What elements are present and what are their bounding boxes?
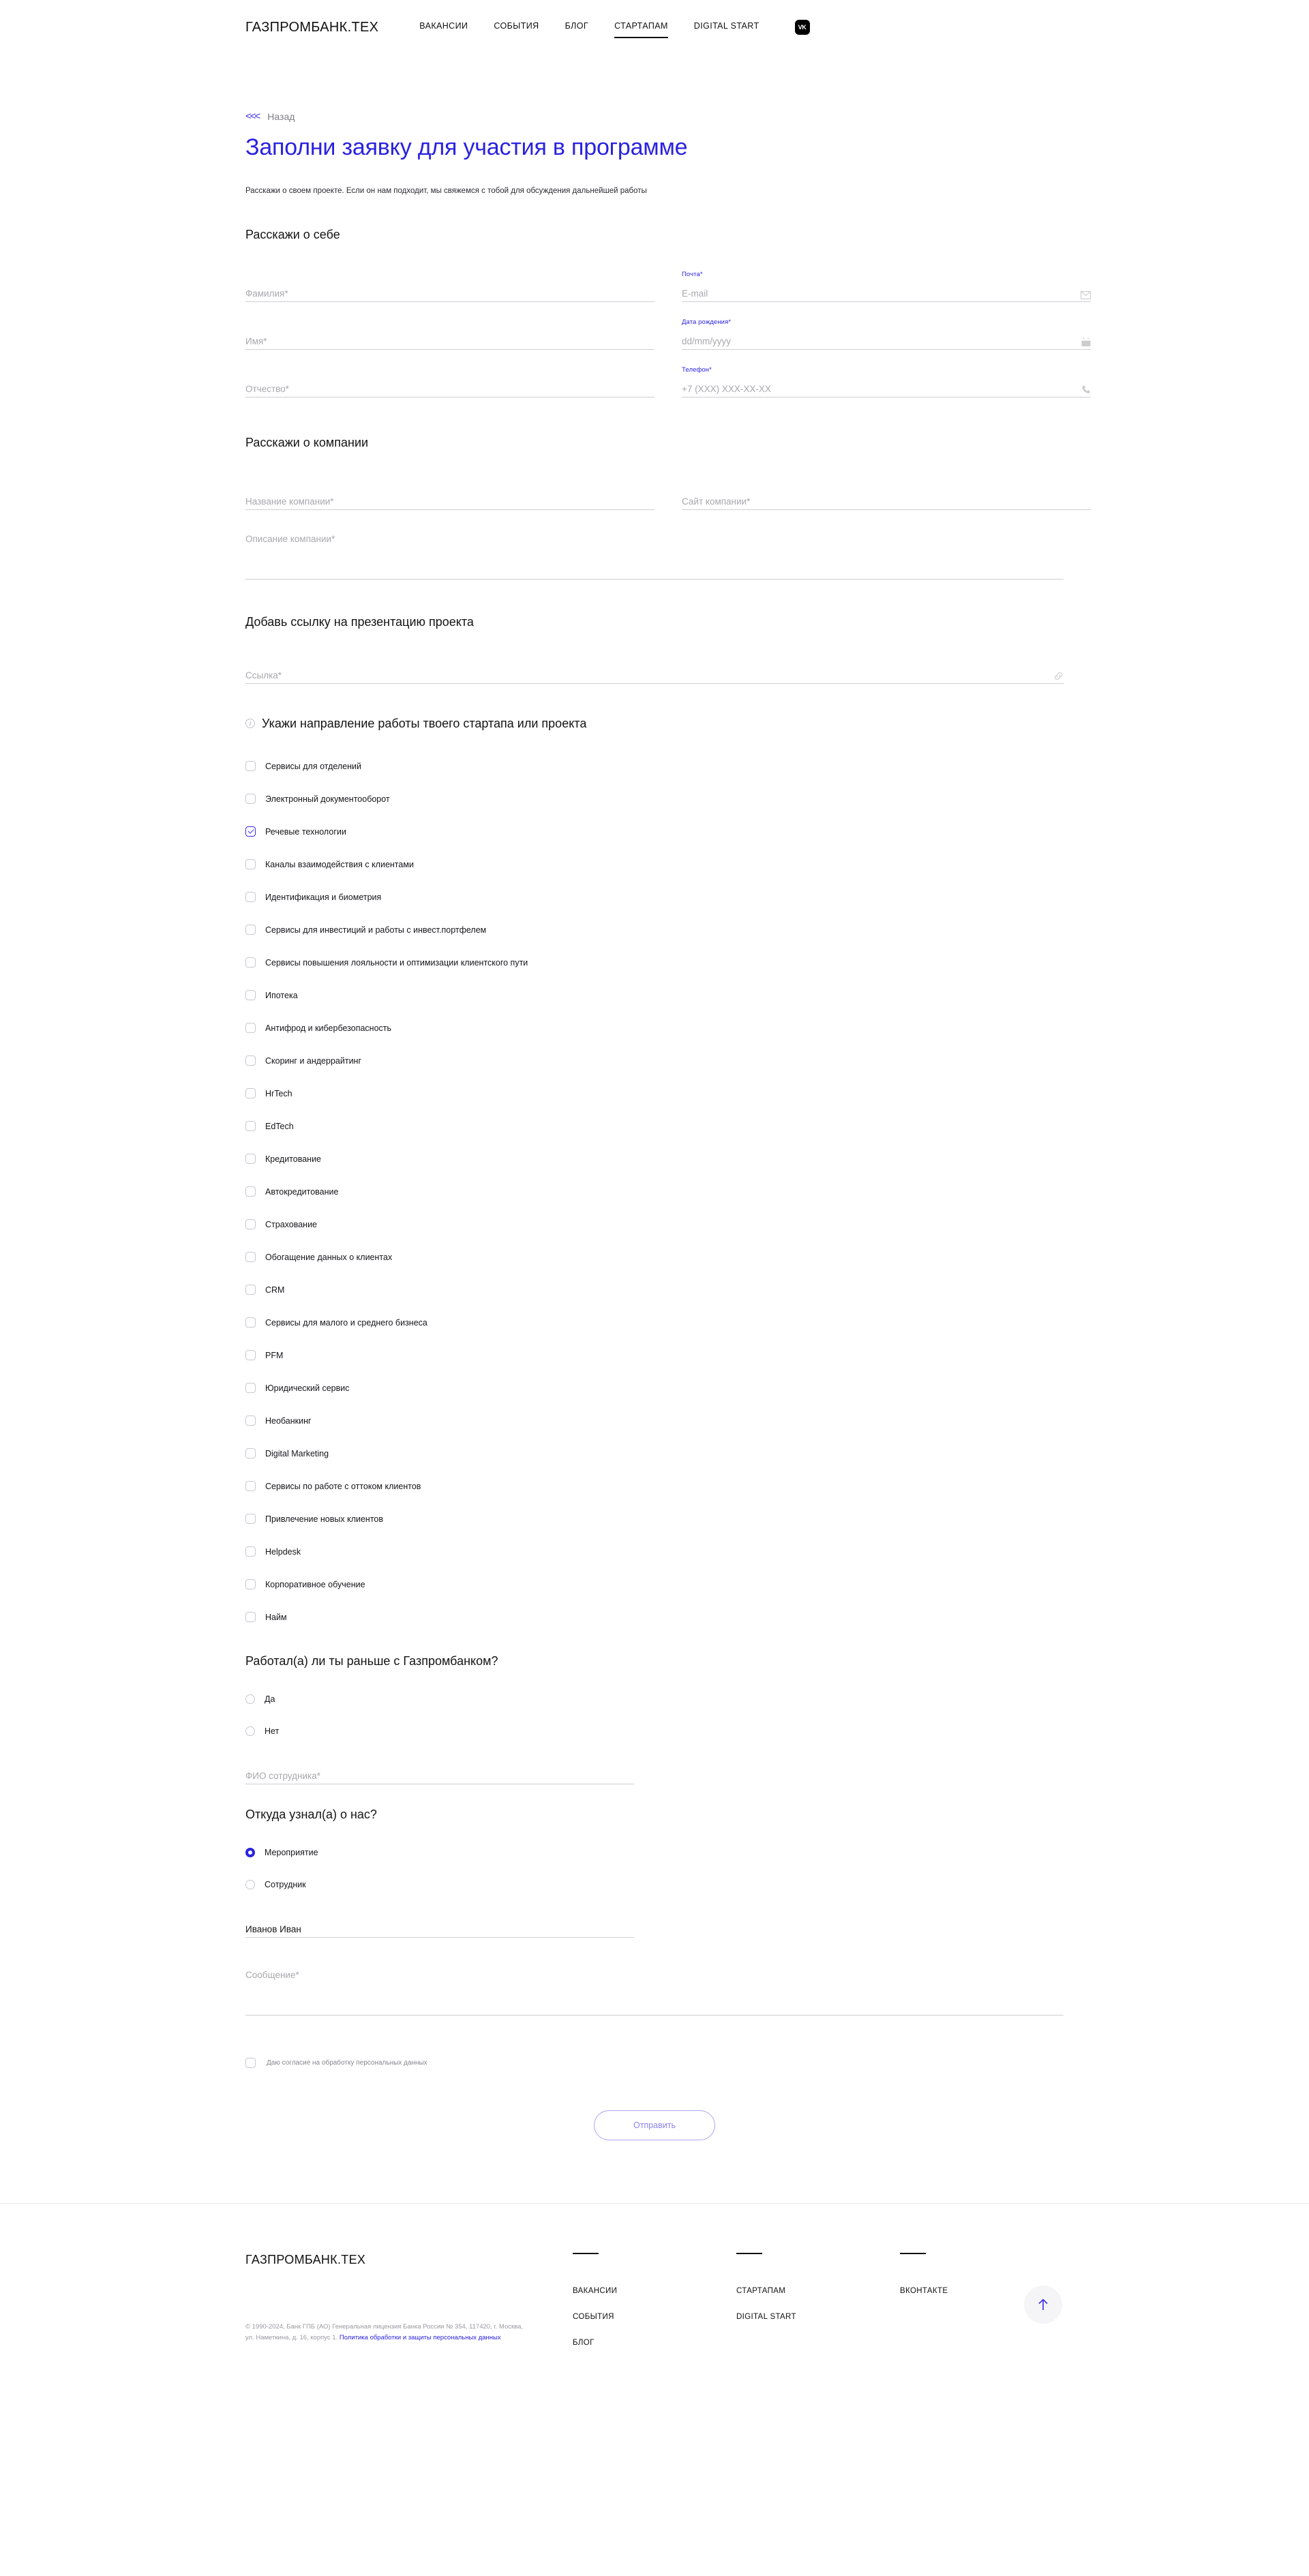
privacy-policy-link[interactable]: Политика обработки и защиты персональных данных <box>339 2334 501 2342</box>
direction-checkbox-24[interactable] <box>245 1546 256 1557</box>
consent-label: Даю согласие на обработку персональных данных <box>267 2058 427 2067</box>
nav-item-3[interactable]: СТАРТАПАМ <box>614 21 668 34</box>
direction-option-row[interactable] <box>245 815 1064 848</box>
company-site-field[interactable] <box>682 475 1091 510</box>
source-name-value: Иванов Иван <box>245 1924 301 1935</box>
direction-checkbox-17[interactable] <box>245 1317 256 1328</box>
direction-checkbox-9[interactable] <box>245 1055 256 1066</box>
direction-option-label: Автокредитование <box>265 1186 339 1197</box>
direction-option-row[interactable] <box>245 1045 1064 1077</box>
email-placeholder: E-mail <box>682 288 708 299</box>
message-placeholder: Сообщение* <box>245 1969 299 1980</box>
consent-row[interactable] <box>245 2058 1064 2068</box>
direction-option-row[interactable] <box>245 1012 1064 1045</box>
direction-checkbox-26[interactable] <box>245 1612 256 1622</box>
direction-option-label: Helpdesk <box>265 1546 301 1557</box>
footer-link[interactable]: ВАКАНСИИ <box>573 2286 618 2295</box>
direction-option-label: Сервисы для малого и среднего бизнеса <box>265 1317 427 1328</box>
worked-radio-1[interactable] <box>245 1726 255 1736</box>
direction-option-row[interactable] <box>245 1405 1064 1437</box>
footer-link[interactable]: БЛОГ <box>573 2338 595 2347</box>
source-name-field[interactable] <box>245 1902 634 1938</box>
direction-option-row[interactable] <box>245 1568 1064 1601</box>
company-description-placeholder: Описание компании* <box>245 533 335 544</box>
direction-option-row[interactable] <box>245 1241 1064 1274</box>
nav-item-1[interactable]: СОБЫТИЯ <box>494 20 539 31</box>
direction-checkbox-0[interactable] <box>245 761 256 771</box>
direction-checkbox-3[interactable] <box>245 859 256 869</box>
message-field[interactable] <box>245 1969 1064 2016</box>
firstname-placeholder: Имя* <box>245 336 267 347</box>
direction-checkbox-list <box>245 750 1064 1634</box>
middlename-field[interactable] <box>245 362 654 398</box>
direction-checkbox-14[interactable] <box>245 1219 256 1229</box>
source-row[interactable] <box>245 1869 1064 1901</box>
direction-option-row[interactable] <box>245 1208 1064 1241</box>
direction-checkbox-1[interactable] <box>245 794 256 804</box>
company-description-field[interactable] <box>245 533 1064 580</box>
phone-label: Телефон* <box>682 365 712 374</box>
direction-option-row[interactable] <box>245 750 1064 783</box>
direction-option-label: Необанкинг <box>265 1416 312 1426</box>
direction-checkbox-23[interactable] <box>245 1514 256 1524</box>
lastname-field[interactable] <box>245 267 654 302</box>
main-nav <box>419 20 809 35</box>
back-chevron-icon: <<< <box>245 110 260 122</box>
source-radio-1[interactable] <box>245 1880 255 1889</box>
direction-option-label: Юридический сервис <box>265 1383 350 1393</box>
direction-option-row[interactable] <box>245 881 1064 914</box>
direction-checkbox-18[interactable] <box>245 1350 256 1360</box>
footer-column-rule <box>736 2253 762 2254</box>
email-field[interactable] <box>682 267 1091 302</box>
section-title-worked-before: Работал(а) ли ты раньше с Газпромбанком? <box>245 1653 498 1668</box>
source-radio-group <box>245 1837 1064 1901</box>
direction-option-label: PFM <box>265 1350 284 1360</box>
section-title-about-you: Расскажи о себе <box>245 227 340 241</box>
main-content <box>0 110 1309 2140</box>
direction-option-row[interactable] <box>245 1601 1064 1634</box>
source-label: Сотрудник <box>265 1880 306 1890</box>
direction-checkbox-20[interactable] <box>245 1416 256 1426</box>
direction-option-row[interactable] <box>245 979 1064 1012</box>
back-label: Назад <box>267 110 295 122</box>
direction-checkbox-12[interactable] <box>245 1154 256 1164</box>
footer-brand: ГАЗПРОМБАНК.ТЕХ <box>245 2252 366 2266</box>
lastname-placeholder: Фамилия* <box>245 288 288 299</box>
direction-option-row[interactable] <box>245 1274 1064 1306</box>
direction-option-label: HrTech <box>265 1088 292 1098</box>
presentation-link-placeholder: Ссылка* <box>245 670 282 681</box>
presentation-link-field[interactable] <box>245 646 1064 684</box>
site-footer <box>0 2203 1309 2392</box>
direction-option-label: Идентификация и биометрия <box>265 892 382 902</box>
direction-option-row[interactable] <box>245 1372 1064 1405</box>
footer-link[interactable]: СТАРТАПАМ <box>736 2286 786 2295</box>
direction-heading-row <box>245 717 1064 731</box>
direction-checkbox-16[interactable] <box>245 1285 256 1295</box>
nav-item-4[interactable]: DIGITAL START <box>693 20 759 31</box>
brand-logo[interactable]: ГАЗПРОМБАНК.ТЕХ <box>245 19 379 35</box>
direction-option-label: Обогащение данных о клиентах <box>265 1252 393 1262</box>
worked-label: Нет <box>265 1726 280 1737</box>
direction-option-label: Речевые технологии <box>265 826 346 837</box>
phone-icon <box>1081 385 1091 397</box>
footer-column-0 <box>573 2253 736 2365</box>
footer-link[interactable]: ВКОНТАКТЕ <box>900 2286 948 2295</box>
direction-option-label: Антифрод и кибербезопасность <box>265 1023 392 1033</box>
direction-option-row[interactable] <box>245 1536 1064 1568</box>
birthdate-field[interactable] <box>682 314 1091 350</box>
site-header <box>0 0 1309 55</box>
direction-option-row[interactable] <box>245 1339 1064 1372</box>
direction-option-label: CRM <box>265 1285 285 1295</box>
direction-option-row[interactable] <box>245 1503 1064 1536</box>
direction-checkbox-8[interactable] <box>245 1023 256 1033</box>
section-title-source: Откуда узнал(а) о нас? <box>245 1807 377 1821</box>
section-title-direction: Укажи направление работы твоего стартапа или проекта <box>262 716 587 730</box>
company-fields-grid <box>245 462 1064 510</box>
direction-option-row[interactable] <box>245 848 1064 881</box>
direction-option-row[interactable] <box>245 1143 1064 1175</box>
direction-option-label: Сервисы по работе с оттоком клиентов <box>265 1481 421 1491</box>
direction-option-label: Кредитование <box>265 1154 322 1164</box>
direction-option-label: Сервисы для инвестиций и работы с инвест.портфелем <box>265 925 487 935</box>
employee-name-field[interactable] <box>245 1749 634 1784</box>
worked-row[interactable] <box>245 1683 1064 1716</box>
direction-option-label: Сервисы повышения лояльности и оптимизации клиентского пути <box>265 957 528 968</box>
direction-option-label: Электронный документооборот <box>265 794 390 804</box>
worked-radio-0[interactable] <box>245 1694 255 1704</box>
direction-option-row[interactable] <box>245 1437 1064 1470</box>
direction-option-label: Найм <box>265 1612 287 1622</box>
direction-option-label: Ипотека <box>265 990 298 1000</box>
source-label: Мероприятие <box>265 1848 318 1858</box>
nav-item-2[interactable]: БЛОГ <box>565 20 589 31</box>
footer-column-rule <box>900 2253 926 2254</box>
direction-option-row[interactable] <box>245 1306 1064 1339</box>
employee-name-placeholder: ФИО сотрудника* <box>245 1771 321 1782</box>
direction-option-row[interactable] <box>245 1175 1064 1208</box>
direction-checkbox-5[interactable] <box>245 925 256 935</box>
direction-option-label: Привлечение новых клиентов <box>265 1514 383 1524</box>
info-icon[interactable]: i <box>245 719 255 728</box>
scroll-to-top-button[interactable] <box>1024 2286 1062 2324</box>
arrow-up-icon <box>1037 2298 1049 2311</box>
direction-checkbox-6[interactable] <box>245 957 256 968</box>
birthdate-label: Дата рождения* <box>682 318 732 326</box>
page-subtitle: Расскажи о своем проекте. Если он нам подходит, мы свяжемся с тобой для обсуждения дальнейшей работы <box>245 187 647 196</box>
direction-checkbox-25[interactable] <box>245 1579 256 1589</box>
company-name-placeholder: Название компании* <box>245 496 334 507</box>
vk-icon[interactable]: VK <box>795 20 810 35</box>
direction-option-row[interactable] <box>245 1110 1064 1143</box>
consent-checkbox[interactable] <box>245 2058 256 2068</box>
footer-legal-text: © 1990-2024, Банк ГПБ (АО) Генеральная лицензия Банка России № 354, 117420, г. Москва, ул. Наметкина, д. 16, корпус 1. <box>245 2322 523 2342</box>
direction-option-row[interactable] <box>245 914 1064 946</box>
email-label: Почта* <box>682 270 703 278</box>
middlename-placeholder: Отчество* <box>245 384 289 395</box>
footer-column-rule <box>573 2253 599 2254</box>
direction-option-label: Сервисы для отделений <box>265 761 362 771</box>
footer-legal <box>245 2322 532 2343</box>
section-title-presentation-link: Добавь ссылку на презентацию проекта <box>245 614 474 629</box>
submit-row <box>245 2110 1064 2140</box>
direction-option-label: Скоринг и андеррайтинг <box>265 1055 362 1066</box>
direction-checkbox-11[interactable] <box>245 1121 256 1131</box>
direction-option-label: EdTech <box>265 1121 294 1131</box>
direction-checkbox-15[interactable] <box>245 1252 256 1262</box>
direction-option-label: Digital Marketing <box>265 1448 329 1458</box>
footer-left <box>245 2253 573 2365</box>
firstname-field[interactable] <box>245 314 654 350</box>
footer-column-1 <box>736 2253 900 2365</box>
direction-checkbox-19[interactable] <box>245 1383 256 1393</box>
worked-row[interactable] <box>245 1716 1064 1748</box>
direction-option-row[interactable] <box>245 1077 1064 1110</box>
direction-option-row[interactable] <box>245 946 1064 979</box>
direction-checkbox-22[interactable] <box>245 1481 256 1491</box>
personal-fields-grid <box>245 254 1064 398</box>
footer-link[interactable]: СОБЫТИЯ <box>573 2312 614 2321</box>
link-icon[interactable] <box>1053 671 1064 683</box>
direction-option-label: Корпоративное обучение <box>265 1579 365 1589</box>
source-row[interactable] <box>245 1837 1064 1869</box>
page-title: Заполни заявку для участия в программе <box>245 134 688 160</box>
envelope-icon <box>1081 291 1091 301</box>
direction-checkbox-2[interactable] <box>245 826 256 837</box>
birthdate-placeholder: dd/mm/yyyy <box>682 336 732 347</box>
section-title-about-company: Расскажи о компании <box>245 435 369 449</box>
footer-link-columns <box>573 2253 1064 2365</box>
back-link[interactable] <box>245 110 1064 122</box>
source-radio-0[interactable] <box>245 1848 255 1857</box>
direction-option-row[interactable] <box>245 783 1064 815</box>
direction-option-label: Каналы взаимодействия с клиентами <box>265 859 414 869</box>
footer-link[interactable]: DIGITAL START <box>736 2312 796 2321</box>
worked-label: Да <box>265 1694 275 1705</box>
direction-option-row[interactable] <box>245 1470 1064 1503</box>
direction-checkbox-13[interactable] <box>245 1186 256 1197</box>
direction-option-label: Страхование <box>265 1219 318 1229</box>
worked-radio-group <box>245 1683 1064 1748</box>
phone-placeholder: +7 (XXX) XXX-XX-XX <box>682 384 771 395</box>
calendar-icon[interactable] <box>1081 338 1091 349</box>
direction-checkbox-21[interactable] <box>245 1448 256 1458</box>
company-site-placeholder: Сайт компании* <box>682 496 751 507</box>
nav-item-0[interactable]: ВАКАНСИИ <box>419 20 468 31</box>
direction-checkbox-4[interactable] <box>245 892 256 902</box>
direction-checkbox-10[interactable] <box>245 1088 256 1098</box>
phone-field[interactable] <box>682 362 1091 398</box>
submit-button[interactable]: Отправить <box>594 2110 715 2140</box>
direction-checkbox-7[interactable] <box>245 990 256 1000</box>
company-name-field[interactable] <box>245 475 654 510</box>
